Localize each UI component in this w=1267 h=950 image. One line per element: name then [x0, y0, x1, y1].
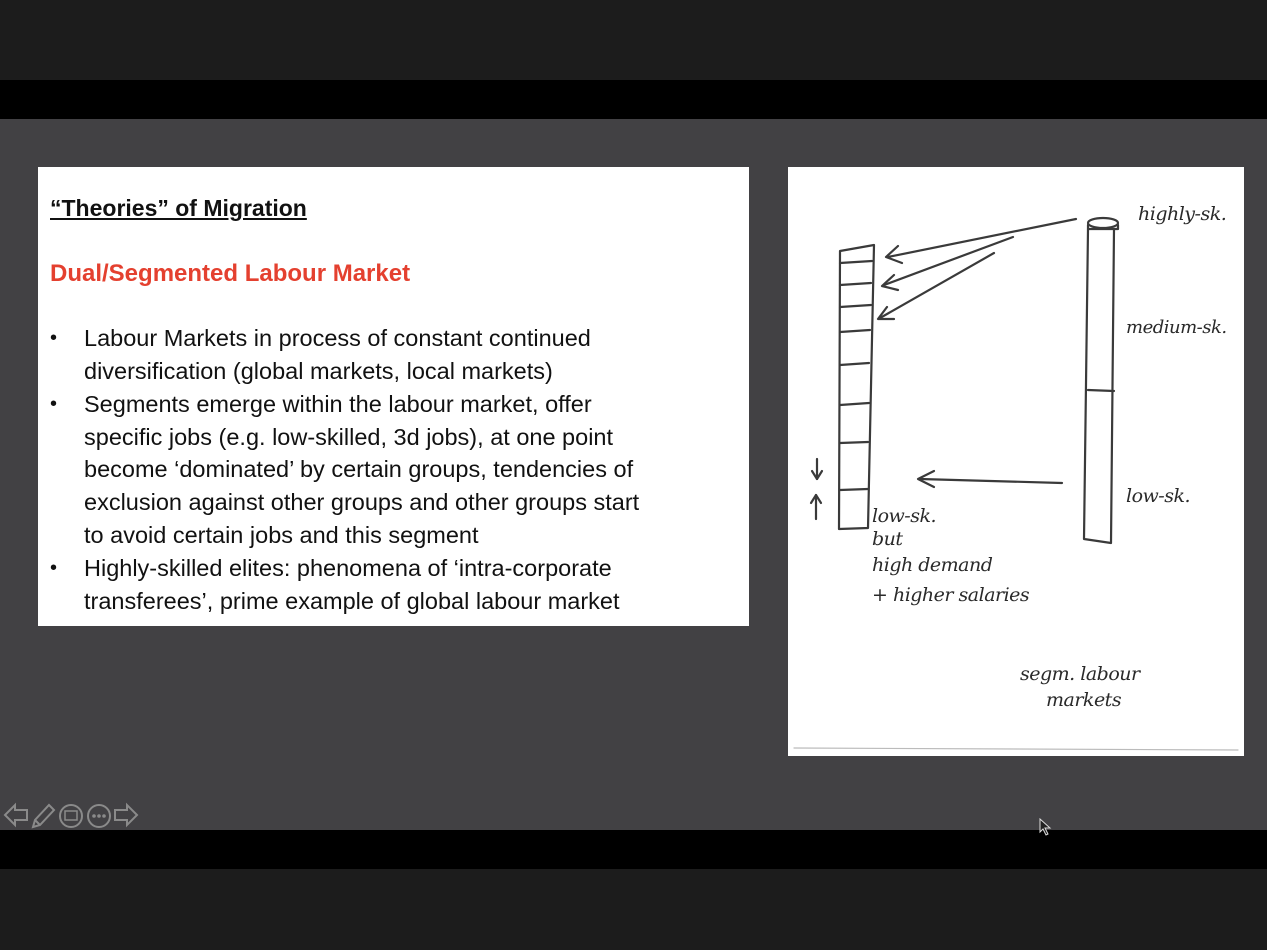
caption-line: markets: [1046, 689, 1122, 711]
next-arrow-icon[interactable]: [112, 800, 140, 830]
top-frame-band: [0, 0, 1267, 80]
up-down-arrows: [811, 459, 822, 519]
bullet-item: [50, 388, 737, 551]
bullet-line: diversification (global markets, local markets): [84, 357, 553, 384]
bullet-line: exclusion against other groups and other groups start: [84, 488, 640, 515]
bullet-list: [50, 322, 737, 617]
bullet-item: [50, 322, 737, 387]
bottom-frame-band: [0, 869, 1267, 950]
bullet-line: become ‘dominated’ by certain groups, tendencies of: [84, 456, 634, 483]
note-line: but: [872, 528, 903, 550]
note-line: low-sk.: [872, 505, 937, 527]
label-highly-skilled: highly-sk.: [1138, 203, 1227, 225]
whiteboard-sketch-panel: [788, 167, 1244, 756]
bullet-item: [50, 552, 737, 617]
slide-menu-icon[interactable]: [57, 800, 85, 830]
slide-title: “Theories” of Migration: [50, 195, 307, 221]
bullet-line: Highly-skilled elites: phenomena of ‘intra-corporate: [84, 555, 612, 582]
top-letterbox: [0, 80, 1267, 119]
mouse-cursor-icon: [1039, 818, 1053, 836]
caption-line: segm. labour: [1020, 663, 1140, 685]
label-medium-skilled: medium-sk.: [1126, 317, 1227, 338]
labour-column-right: [1084, 218, 1118, 543]
migration-arrows: [878, 219, 1076, 487]
previous-arrow-icon[interactable]: [2, 800, 30, 830]
pen-icon[interactable]: [29, 800, 57, 830]
slide-subtitle: Dual/Segmented Labour Market: [50, 260, 411, 287]
slideshow-controls: [0, 800, 150, 832]
bottom-letterbox: [0, 830, 1267, 869]
bullet-line: specific jobs (e.g. low-skilled, 3d jobs), at one point: [84, 423, 614, 450]
bullet-marker: •: [50, 393, 58, 416]
note-line: + higher salaries: [872, 584, 1030, 606]
bullet-line: transferees’, prime example of global labour market: [84, 587, 620, 614]
bullet-line: Segments emerge within the labour market, offer: [84, 391, 592, 418]
slide-text-panel: [38, 167, 749, 626]
sketch-baseline: [794, 748, 1238, 750]
sketch-drawing: [788, 167, 1244, 756]
bullet-line: to avoid certain jobs and this segment: [84, 521, 479, 548]
label-low-skilled: low-sk.: [1126, 485, 1191, 507]
more-options-icon[interactable]: [85, 800, 113, 830]
note-line: high demand: [872, 554, 993, 576]
bullet-marker: •: [50, 327, 58, 349]
segmented-column-left: [839, 245, 874, 529]
bullet-marker: •: [50, 557, 58, 580]
bullet-line: Labour Markets in process of constant continued: [84, 325, 591, 351]
